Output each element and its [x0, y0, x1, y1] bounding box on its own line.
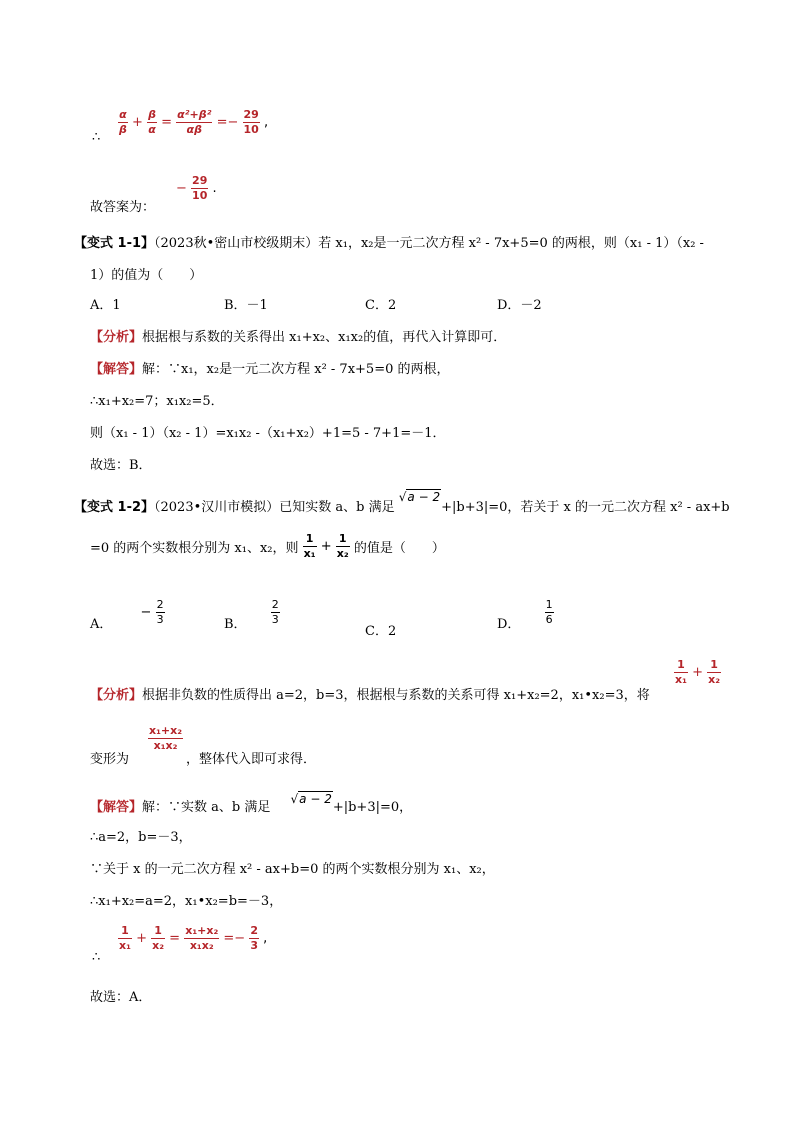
answer-label: 故答案为： [90, 200, 156, 215]
fraction-option-a: $\frac{2}{3}$ [156, 598, 164, 626]
transform-fraction: $\frac{\text{x₁+x₂}}{\text{x₁x₂}}$ [149, 724, 183, 752]
option-1-2-c: C．2 [365, 624, 397, 639]
fraction-sum-squares: $\frac{\text{α²+β²}}{\alpha\beta}$ [177, 108, 212, 136]
solution-1-2-line6: 故选：A． [90, 990, 152, 1005]
fraction-answer: $\frac{29}{10}$ [192, 174, 208, 202]
transform-rest: ，整体代入即可求得． [186, 752, 317, 767]
solution-1-1-line2: ∴x₁+x₂=7；x₁x₂=5． [90, 394, 224, 409]
fraction-option-b: $\frac{2}{3}$ [271, 598, 279, 626]
variant-1-1-tag: 【变式 1-1】 [74, 236, 155, 251]
fraction-1-over-x2: $\frac{1}{\text{x₂}}$ [336, 532, 349, 560]
variant-1-2-question-line2: =0 的两个实数根分别为 x₁、x₂，则 $\frac{1}{\text{x₁}}$ + $\frac{1}{\text{x₂}}$ 的值是（ ） [90, 532, 445, 560]
option-c: C．2 [365, 298, 397, 313]
solution-tag: 【解答】 [90, 800, 143, 815]
analysis-1-1: 【分析】根据根与系数的关系得出 x₁+x₂、x₁x₂的值，再代入计算即可． [90, 330, 507, 345]
variant-1-1-question-line1: 【变式 1-1】（2023秋•密山市校级期末）若 x₁，x₂是一元二次方程 x² - 7x+5=0 的两根，则（x₁ - 1）（x₂ - [74, 236, 704, 251]
option-1-2-d: D． $\frac{1}{6}$ [497, 598, 553, 632]
option-a: A．1 [90, 298, 121, 313]
solution-1-2-line4: ∴x₁+x₂=a=2，x₁•x₂=b=－3， [90, 894, 283, 909]
reciprocal-sum-equation: $\frac{1}{\text{x₁}}$ + $\frac{1}{\text{x₂}}$ = $\frac{\text{x₁+x₂}}{\text{x₁x₂}}$ =− $\frac{2}{3}$ , [119, 924, 268, 952]
fraction-beta-over-alpha: $\frac{\beta}{\alpha}$ [148, 108, 156, 136]
fraction-alpha-over-beta: $\frac{\alpha}{\beta}$ [119, 108, 127, 136]
variant-1-2-question-line1: 【变式 1-2】（2023•汉川市模拟）已知实数 a、b 满足 √a − 2+|b+3|=0，若关于 x 的一元二次方程 x² - ax+b [74, 490, 730, 515]
option-1-2-a: A． − $\frac{2}{3}$ [90, 598, 164, 632]
sqrt-expression: √a − 2 [398, 490, 441, 504]
option-b: B．－1 [224, 298, 268, 313]
solution-1-2-line2: ∴a=2，b=－3， [90, 830, 192, 845]
solution-1-2-line3: ∵关于 x 的一元二次方程 x² - ax+b=0 的两个实数根分别为 x₁、x₂， [90, 862, 495, 877]
analysis-tag: 【分析】 [90, 688, 143, 703]
solution-1-1-line1: 【解答】解：∵x₁，x₂是一元二次方程 x² - 7x+5=0 的两根， [90, 362, 450, 377]
solution-tag: 【解答】 [90, 362, 143, 377]
fraction-29-10: $\frac{29}{10}$ [243, 108, 259, 136]
variant-1-2-tag: 【变式 1-2】 [74, 500, 155, 515]
analysis-1-2-fraction-sum: $\frac{1}{\text{x₁}}$ + $\frac{1}{\text{x₂}}$ [675, 658, 721, 686]
answer-value: − $\frac{29}{10}$ . [176, 174, 217, 202]
sqrt-expression: √a − 2 [290, 792, 332, 806]
therefore-symbol: ∴ [92, 130, 101, 145]
fraction-1-over-x1: $\frac{1}{\text{x₁}}$ [303, 532, 316, 560]
option-d: D．－2 [497, 298, 542, 313]
option-1-2-b: B． $\frac{2}{3}$ [224, 598, 279, 632]
sum-ratio-equation: $\frac{\alpha}{\beta}$ + $\frac{\beta}{\alpha}$ = $\frac{\text{α²+β²}}{\alpha\beta}$ =− $\frac{29}{10}$ , [119, 108, 269, 136]
solution-1-2-line1: 【解答】解：∵实数 a、b 满足 √a − 2+|b+3|=0， [90, 792, 413, 815]
solution-1-1-line3: 则（x₁ - 1）（x₂ - 1）=x₁x₂ -（x₁+x₂）+1=5 - 7+1=－1． [90, 426, 446, 441]
analysis-tag: 【分析】 [90, 330, 143, 345]
variant-1-1-question-line2: 1）的值为（ ） [90, 268, 203, 283]
transform-label: 变形为 [90, 752, 130, 767]
fraction-option-d: $\frac{1}{6}$ [545, 598, 553, 626]
analysis-1-2: 【分析】根据非负数的性质得出 a=2，b=3，根据根与系数的关系可得 x₁+x₂=2，x₁•x₂=3，将 [90, 688, 650, 703]
therefore-symbol-2: ∴ [92, 950, 101, 965]
solution-1-1-line4: 故选：B． [90, 458, 152, 473]
